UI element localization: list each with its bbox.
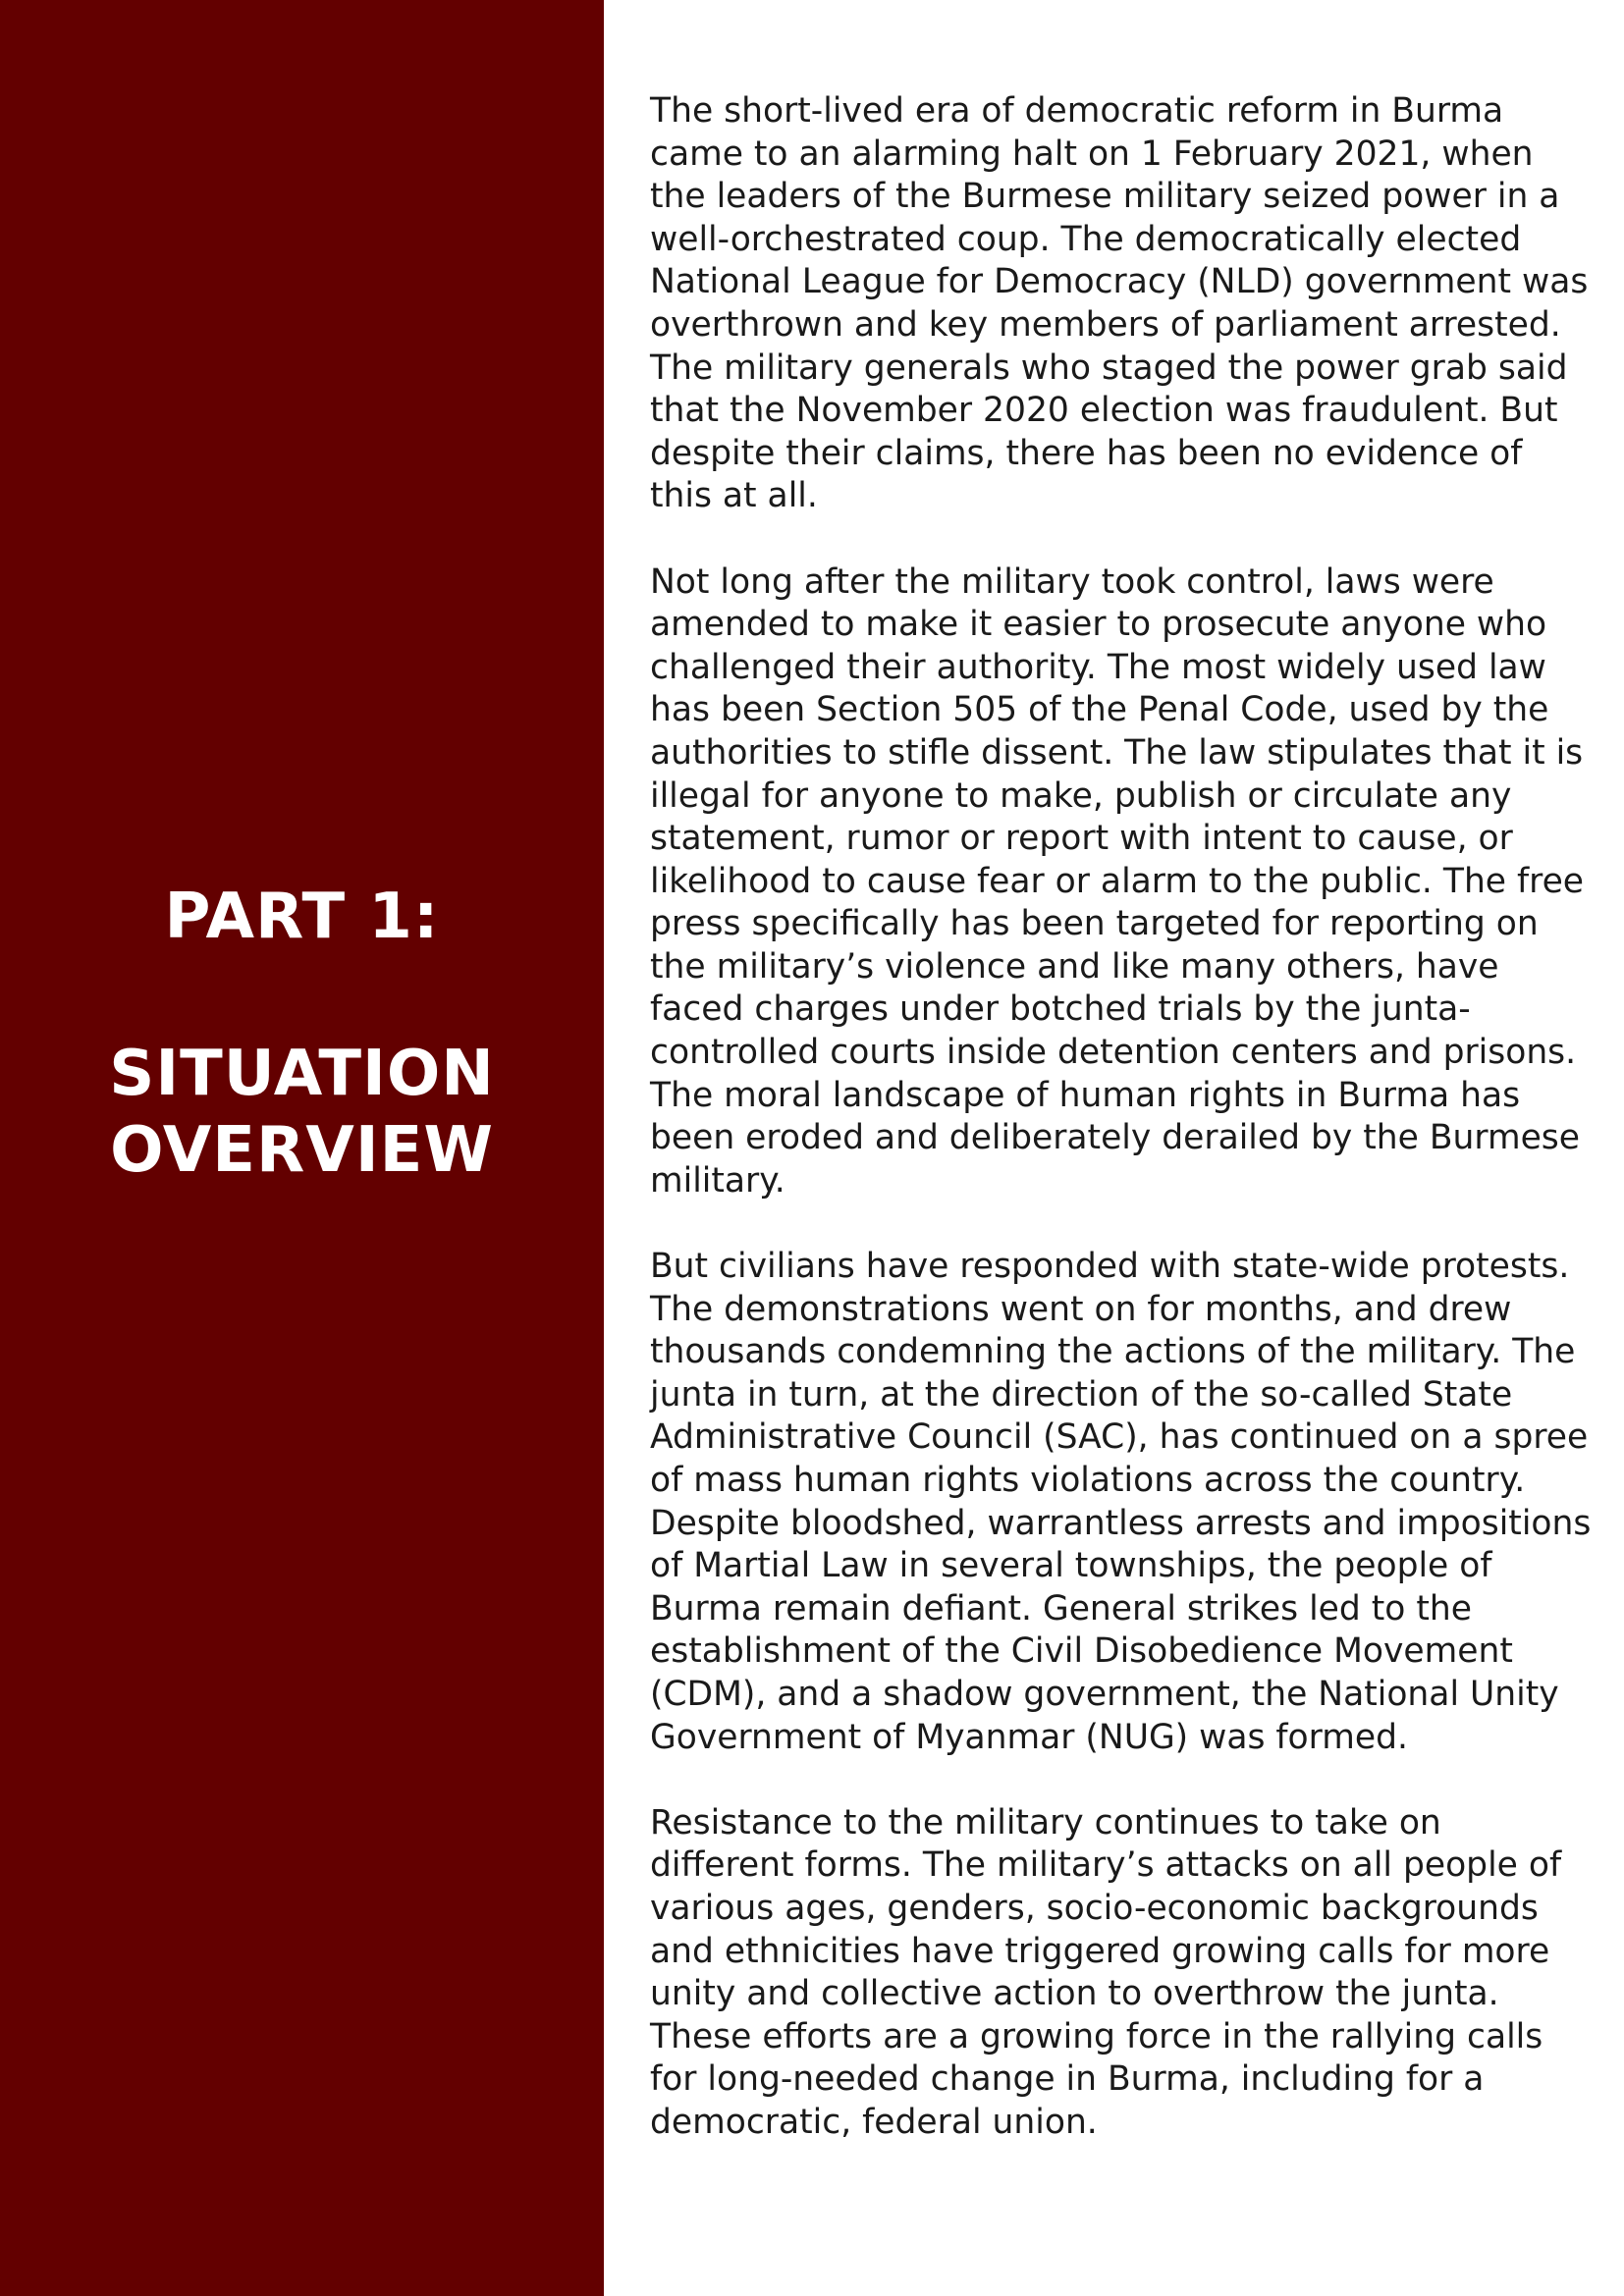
paragraph-4: Resistance to the military continues to take on different forms. The military’s attacks on all people of various ages, genders, socio-economic backgrounds and ethnicities have triggered growing calls for more unity and collective action to overthrow the junta. These efforts are a growing force in the rallying calls for long-needed change in Burma, including for a democratic, federal union. [650, 1802, 1562, 2142]
paragraph-1: The short-lived era of democratic reform in Burma came to an alarming halt on 1 February 2021, when the leaders of the Burmese military seized power in a well-orchestrated coup. The democratically elected National League for Democracy (NLD) government was overthrown and key members of parliament arrested. The military generals who staged the power grab said that the November 2020 election was fraudulent. But despite their claims, there has been no evidence of this at all. [650, 91, 1589, 516]
paragraph-3: But civilians have responded with state-wide protests. The demonstrations went on for months, and drew thousands condemning the actions of the military. The junta in turn, at the direction of the so-called State Administrative Council (SAC), has continued on a spree of mass human rights violations across the country. Despite bloodshed, warrantless arrests and impositions of Martial Law in several townships, the people of Burma remain defiant. General strikes led to the establishment of the Civil Disobedience Movement (CDM), and a shadow government, the National Unity Government of Myanmar (NUG) was formed. [650, 1247, 1592, 1757]
paragraph-2: Not long after the military took control, laws were amended to make it easier to prosecute anyone who challenged their authority. The most widely used law has been Section 505 of the Penal Code, used by the authorities to stifle dissent. The law stipulates that it is illegal for anyone to make, publish or circulate any statement, rumor or report with intent to cause, or likelihood to cause fear or alarm to the public. The free press specifically has been targeted for reporting on the military’s violence and like many others, have faced charges under botched trials by the junta-controlled courts inside detention centers and prisons. The moral landscape of human rights in Burma has been eroded and deliberately derailed by the Burmese military. [650, 561, 1585, 1201]
section-title-line-1: SITUATION [109, 1038, 495, 1110]
heading-spacer [0, 955, 604, 1036]
part-label: PART 1: [164, 881, 440, 953]
sidebar-panel [0, 0, 604, 2296]
part-heading [0, 879, 604, 1189]
body-text [650, 90, 1593, 2187]
section-title-line-2: OVERVIEW [110, 1114, 494, 1187]
